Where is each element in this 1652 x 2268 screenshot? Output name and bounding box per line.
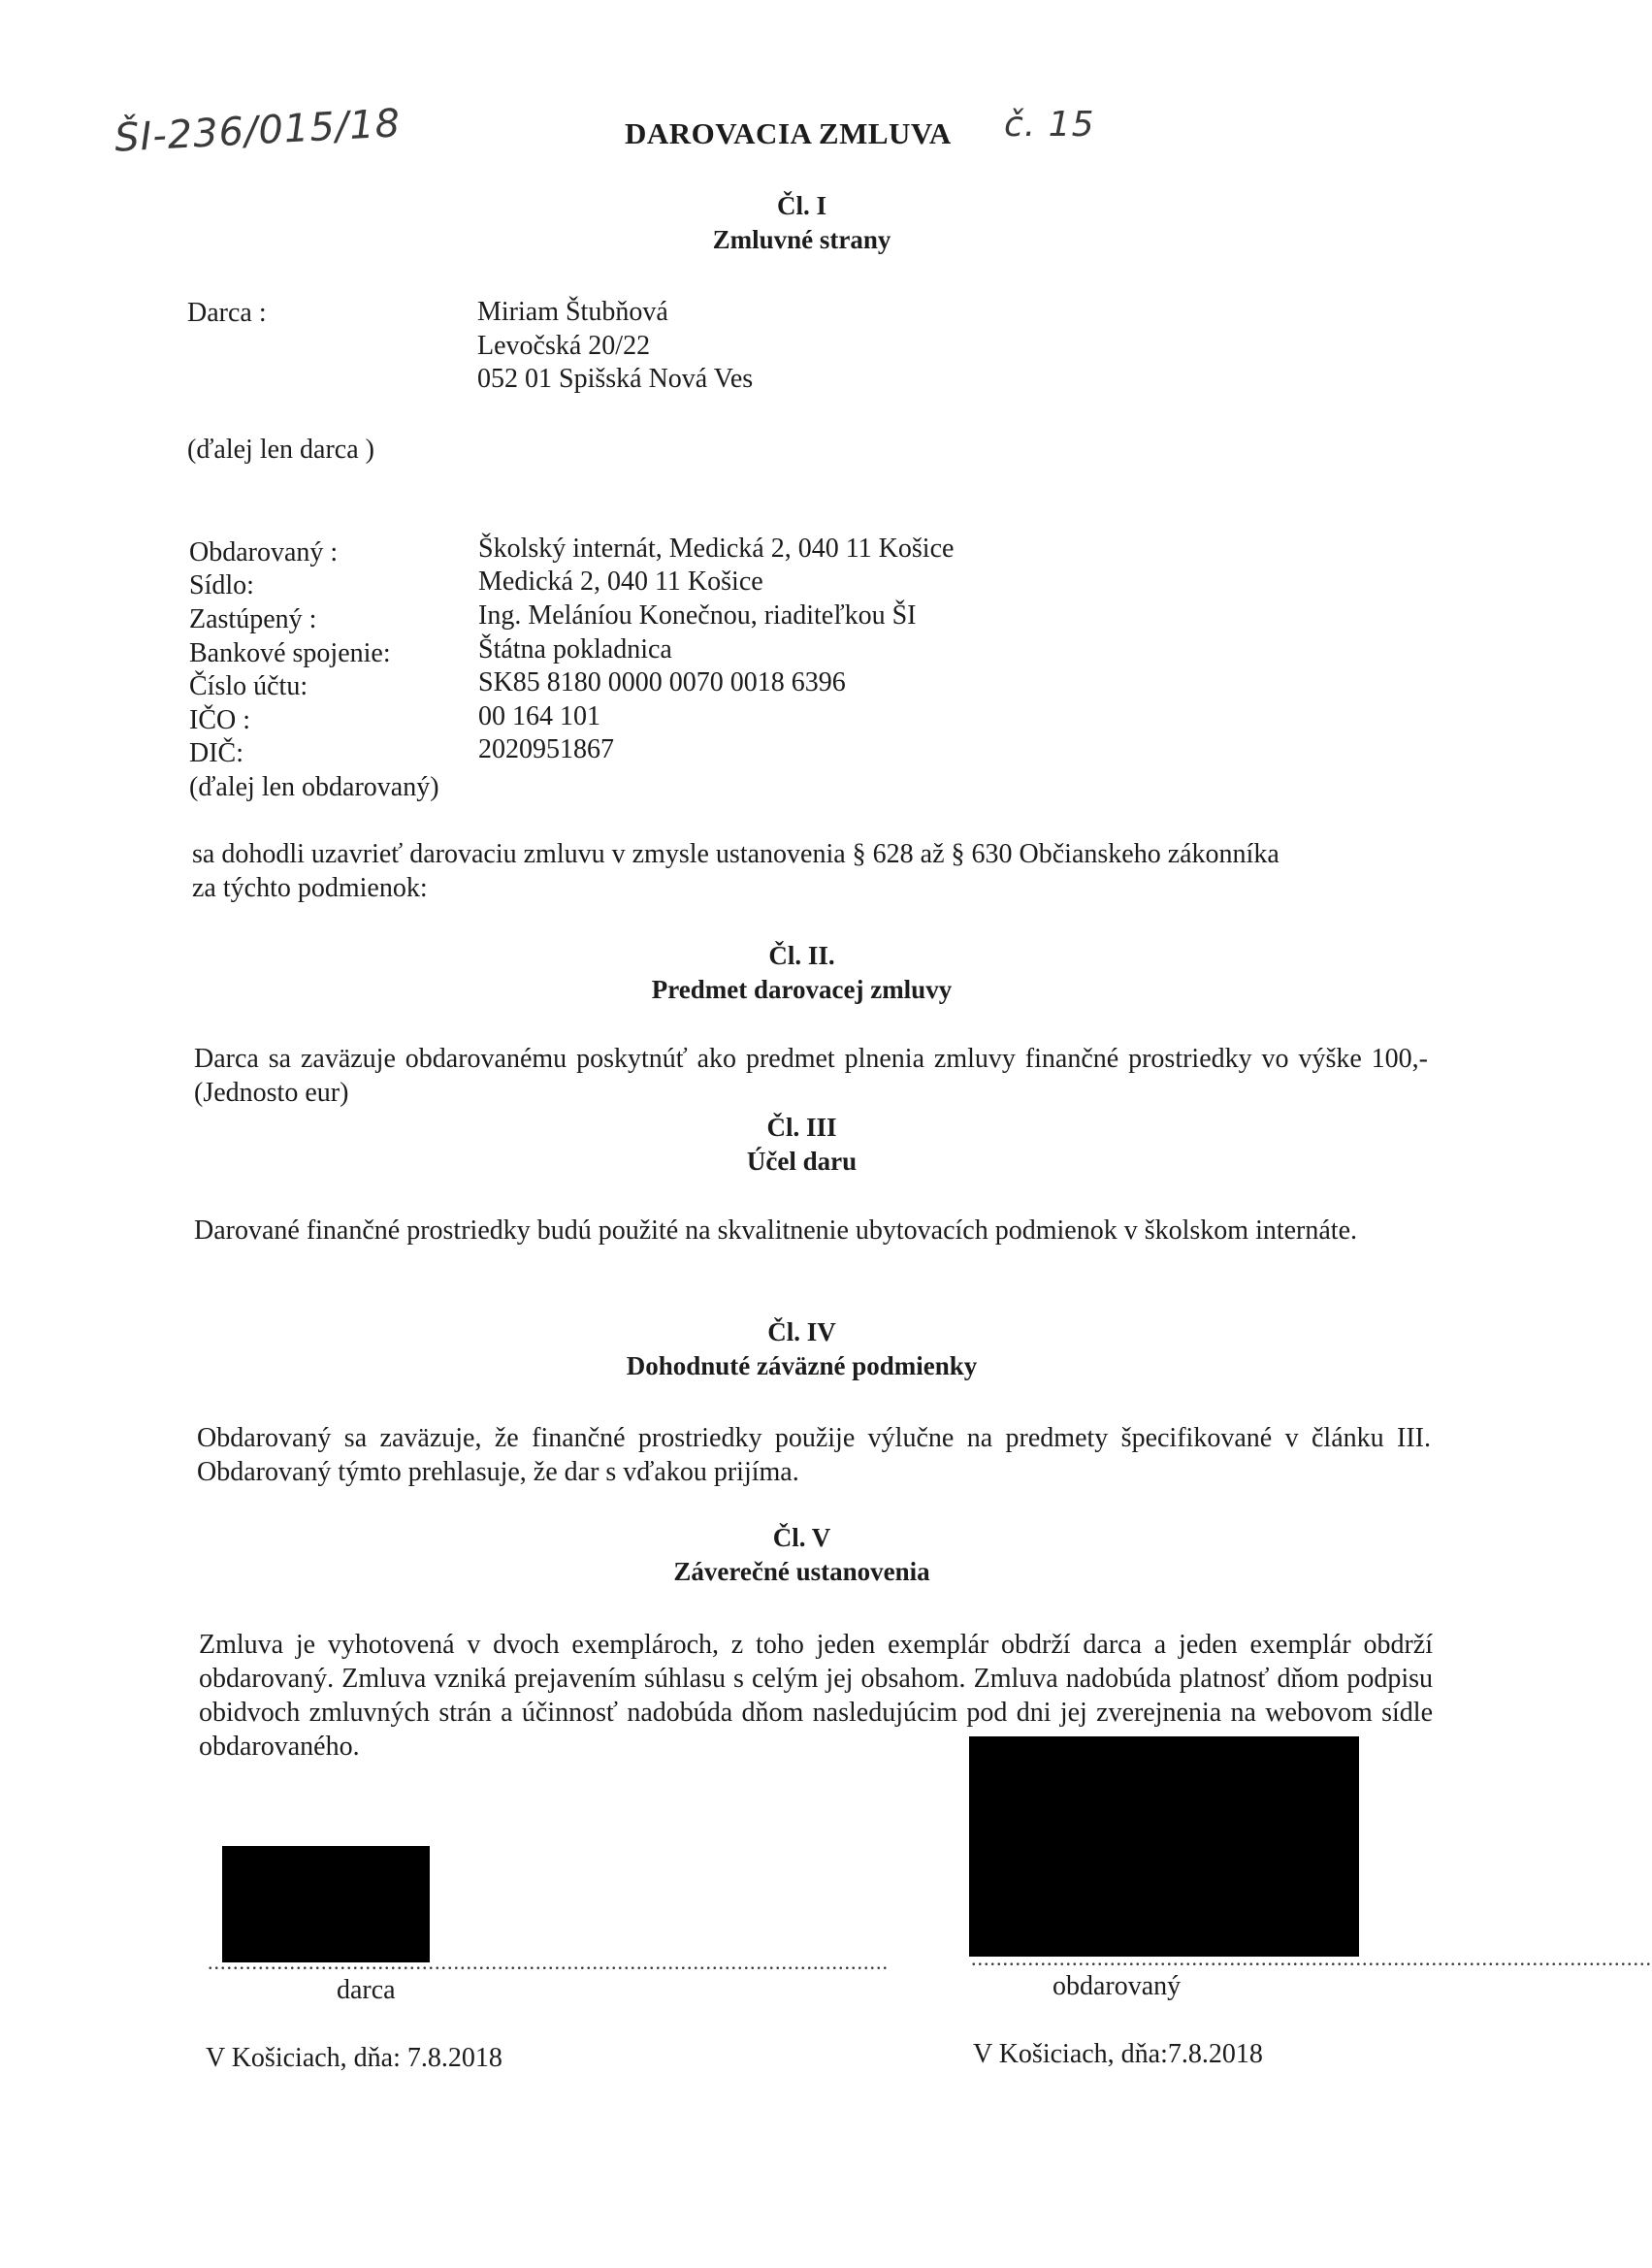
seat-value: Medická 2, 040 11 Košice xyxy=(478,567,763,597)
recipient-signature-redaction xyxy=(969,1736,1359,1957)
recipient-signature-label: obdarovaný xyxy=(1053,1971,1182,2001)
recipient-label: Obdarovaný : xyxy=(189,537,339,567)
donor-note: (ďalej len darca ) xyxy=(187,435,374,465)
seat-label: Sídlo: xyxy=(189,570,254,600)
article-3-text: Darované finančné prostriedky budú použité na skvalitnenie ubytovacích podmienok v školskom internáte. xyxy=(194,1215,1358,1246)
represented-by-label: Zastúpený : xyxy=(189,604,317,634)
article-4-title: Dohodnuté záväzné podmienky xyxy=(626,1351,978,1380)
ico-value: 00 164 101 xyxy=(478,701,600,731)
article-5-number: Čl. V xyxy=(772,1523,831,1552)
recipient-note: (ďalej len obdarovaný) xyxy=(189,772,439,802)
article-5-text: Zmluva je vyhotovená v dvoch exemplároch, z toho jeden exemplár obdrží darca a jeden exemplár obdrží obdarovaný. Zmluva vzniká prejavením súhlasu s celým jej obsahom. Zmluva nadobúda platnosť dňom podpisu obidvoch zmluvných strán a účinnosť nadobúda dňom nasledujúcim pod dni jej zverejnenia na webovom sídle obdarovaného. xyxy=(199,1630,1433,1762)
article-2-text: Darca sa zaväzuje obdarovanému poskytnúť ako predmet plnenia zmluvy finančné prostriedky vo výške 100,- (Jednosto eur) xyxy=(194,1044,1428,1108)
recipient-value: Školský internát, Medická 2, 040 11 Košice xyxy=(478,534,955,564)
article-1-number: Čl. I xyxy=(776,191,826,220)
handwritten-reference-number: ŠI-236/015/18 xyxy=(113,101,403,161)
article-4-text: Obdarovaný sa zaväzuje, že finančné prostriedky použije výlučne na predmety špecifikované v článku III. Obdarovaný týmto prehlasuje, že dar s vďakou prijíma. xyxy=(197,1423,1431,1487)
article-2-number: Čl. II. xyxy=(768,941,835,970)
represented-by-value: Ing. Meláníou Konečnou, riaditeľkou ŠI xyxy=(478,600,917,631)
donor-signature-label: darca xyxy=(337,1975,396,2005)
account-number-label: Číslo účtu: xyxy=(189,671,308,701)
article-2-title: Predmet darovacej zmluvy xyxy=(651,975,953,1004)
article-5-title: Záverečné ustanovenia xyxy=(673,1557,930,1586)
dic-value: 2020951867 xyxy=(478,734,614,764)
donor-label: Darca : xyxy=(187,298,267,328)
donor-street: Levočská 20/22 xyxy=(477,331,651,361)
recipient-signature-line: ............................................................................................................ xyxy=(971,1946,1652,1970)
recipient-place-date: V Košiciach, dňa:7.8.2018 xyxy=(973,2039,1263,2069)
donor-place-date: V Košiciach, dňa: 7.8.2018 xyxy=(206,2043,502,2073)
intro-line-2: za týchto podmienok: xyxy=(192,873,428,903)
ico-label: IČO : xyxy=(189,705,250,735)
donor-name: Miriam Štubňová xyxy=(477,297,668,327)
article-3-title: Účel daru xyxy=(746,1147,858,1176)
bank-value: Štátna pokladnica xyxy=(478,634,672,664)
donor-signature-line: ............................................................................................................ xyxy=(208,1950,889,1974)
article-3-number: Čl. III xyxy=(766,1113,837,1142)
article-4-number: Čl. IV xyxy=(767,1317,836,1346)
handwritten-contract-number: č. 15 xyxy=(1004,105,1095,145)
donor-city: 052 01 Spišská Nová Ves xyxy=(477,364,754,394)
dic-label: DIČ: xyxy=(189,738,243,768)
intro-line-1: sa dohodli uzavrieť darovaciu zmluvu v zmysle ustanovenia § 628 až § 630 Občianskeho zákonníka xyxy=(192,839,1279,869)
bank-label: Bankové spojenie: xyxy=(189,638,391,668)
document-title: DAROVACIA ZMLUVA xyxy=(625,116,952,150)
donor-signature-redaction xyxy=(222,1846,430,1962)
account-number-value: SK85 8180 0000 0070 0018 6396 xyxy=(478,667,846,697)
article-1-title: Zmluvné strany xyxy=(712,225,891,254)
